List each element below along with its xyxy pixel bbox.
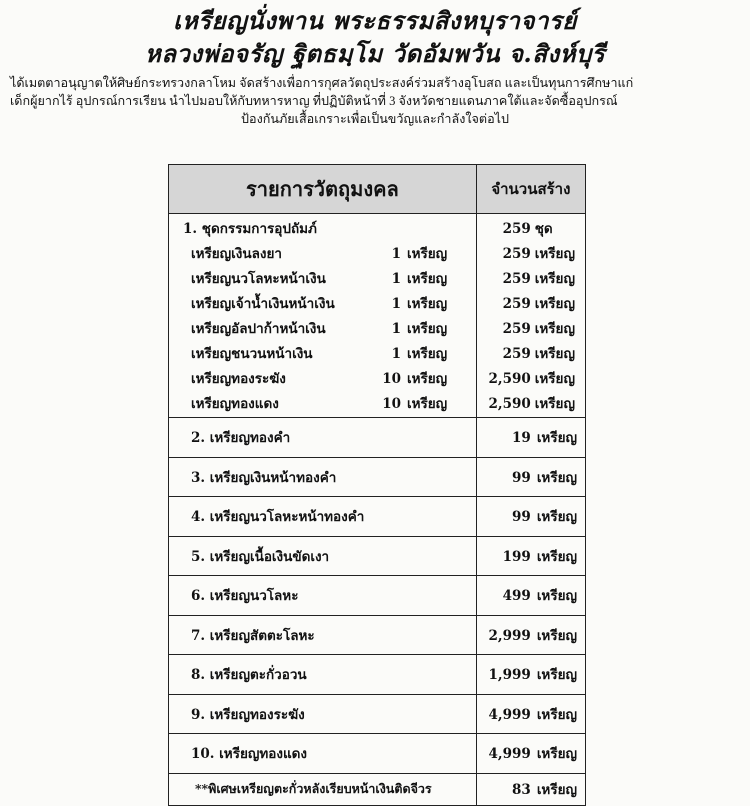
- sub-qty-value: 2,590: [488, 396, 531, 412]
- table-row: [169, 576, 586, 616]
- group-items-cell: [169, 214, 477, 418]
- sub-item-unit: เหรียญ: [407, 346, 448, 362]
- row-qty-cell: [476, 655, 585, 695]
- row-label: 8. เหรียญตะกั่วอวน: [169, 655, 477, 695]
- sub-qty-value: 259: [502, 271, 531, 287]
- row-qty: 4,999: [488, 706, 531, 723]
- row-qty: 99: [512, 469, 531, 486]
- row-qty-cell: [476, 536, 585, 576]
- row-qty: 199: [502, 548, 531, 565]
- sub-item-name: เหรียญชนวนหน้าเงิน: [191, 346, 313, 362]
- group-sub-item: [183, 367, 476, 392]
- group-sub-qty: [487, 267, 585, 292]
- sub-item-name: เหรียญนวโลหะหน้าเงิน: [191, 271, 326, 287]
- sub-qty-value: 259: [502, 246, 531, 262]
- row-unit: เหรียญ: [536, 627, 577, 644]
- group-sub-item: [183, 267, 476, 292]
- group-sub-qty: [487, 342, 585, 367]
- row-qty-cell: [476, 694, 585, 734]
- group-sub-qty: [487, 317, 585, 342]
- row-qty: 2,999: [488, 627, 531, 644]
- sub-item-count: 1: [391, 296, 401, 312]
- sub-qty-unit: เหรียญ: [534, 371, 575, 387]
- row-qty-cell: [476, 457, 585, 497]
- special-qty: 83: [512, 782, 531, 798]
- row-label: 2. เหรียญทองคำ: [169, 418, 477, 458]
- table-row: [169, 655, 586, 695]
- group-sub-item: [183, 342, 476, 367]
- table-row: [169, 536, 586, 576]
- sub-item-name: เหรียญอัลปาก้าหน้าเงิน: [191, 321, 326, 337]
- table-row: [169, 734, 586, 774]
- sub-item-unit: เหรียญ: [407, 321, 448, 337]
- row-qty-cell: [476, 497, 585, 537]
- table-row-group: [169, 214, 586, 418]
- amulet-table: [168, 164, 586, 806]
- row-unit: เหรียญ: [536, 469, 577, 486]
- sub-item-unit: เหรียญ: [407, 371, 448, 387]
- group-sub-item: [183, 317, 476, 342]
- table-header: [169, 165, 586, 214]
- row-unit: เหรียญ: [536, 509, 577, 526]
- table-row: [169, 615, 586, 655]
- sub-item-unit: เหรียญ: [407, 296, 448, 312]
- row-label: 9. เหรียญทองระฆัง: [169, 694, 477, 734]
- group-sub-qty: [487, 242, 585, 267]
- table-row: [169, 694, 586, 734]
- group-sub-qty: [487, 292, 585, 317]
- group-label: 1. ชุดกรรมการอุปถัมภ์: [183, 221, 317, 237]
- row-label: 6. เหรียญนวโลหะ: [169, 576, 477, 616]
- row-qty: 1,999: [488, 667, 531, 684]
- group-sub-qty: [487, 367, 585, 392]
- sub-item-name: เหรียญทองระฆัง: [191, 371, 286, 387]
- sub-item-count: 1: [391, 321, 401, 337]
- group-sub-qty: [487, 392, 585, 417]
- row-qty-cell: [476, 615, 585, 655]
- special-label: **พิเศษเหรียญตะกั่วหลังเรียบหน้าเงินติดจีวร: [169, 773, 477, 805]
- row-label: 10. เหรียญทองแดง: [169, 734, 477, 774]
- title-line-2: หลวงพ่อจรัญ ฐิตธมฺโม วัดอัมพวัน จ.สิงห์บุรี: [144, 39, 606, 68]
- table-row: [169, 418, 586, 458]
- sub-item-count: 10: [382, 396, 401, 412]
- special-qty-cell: [476, 773, 585, 805]
- sub-qty-unit: เหรียญ: [534, 271, 575, 287]
- group-qty-row: [487, 217, 585, 242]
- table-row: [169, 457, 586, 497]
- group-qty-cell: [476, 214, 585, 418]
- sub-qty-unit: เหรียญ: [534, 246, 575, 262]
- sub-item-unit: เหรียญ: [407, 396, 448, 412]
- row-qty-cell: [476, 418, 585, 458]
- sub-item-count: 1: [391, 346, 401, 362]
- sub-qty-unit: เหรียญ: [534, 296, 575, 312]
- sub-item-count: 10: [382, 371, 401, 387]
- group-qty: 259: [502, 221, 531, 237]
- special-unit: เหรียญ: [536, 782, 577, 798]
- sub-qty-value: 259: [502, 321, 531, 337]
- sub-qty-value: 2,590: [488, 371, 531, 387]
- header-qty: จำนวนสร้าง: [476, 165, 585, 214]
- group-sub-item: [183, 242, 476, 267]
- intro-paragraph: [10, 74, 740, 128]
- row-qty: 4,999: [488, 746, 531, 763]
- sub-item-name: เหรียญทองแดง: [191, 396, 279, 412]
- row-unit: เหรียญ: [536, 548, 577, 565]
- group-unit: ชุด: [534, 221, 553, 237]
- row-unit: เหรียญ: [536, 588, 577, 605]
- row-unit: เหรียญ: [536, 667, 577, 684]
- row-unit: เหรียญ: [536, 706, 577, 723]
- sub-qty-unit: เหรียญ: [534, 321, 575, 337]
- row-qty: 499: [502, 588, 531, 605]
- row-qty: 99: [512, 509, 531, 526]
- row-label: 4. เหรียญนวโลหะหน้าทองคำ: [169, 497, 477, 537]
- sub-qty-unit: เหรียญ: [534, 346, 575, 362]
- title-line-1: เหรียญนั่งพาน พระธรรมสิงหบุราจารย์: [173, 6, 577, 35]
- group-sub-item: [183, 392, 476, 417]
- row-label: 7. เหรียญสัตตะโลหะ: [169, 615, 477, 655]
- intro-line-1: ได้เมตตาอนุญาตให้ศิษย์กระทรวงกลาโหม จัดสร้างเพื่อการกุศลวัตถุประสงค์ร่วมสร้างอุโบสถ และเป็นทุนการศึกษาแก่: [10, 76, 634, 90]
- row-qty-cell: [476, 734, 585, 774]
- row-unit: เหรียญ: [536, 746, 577, 763]
- row-qty-cell: [476, 576, 585, 616]
- sub-item-count: 1: [391, 271, 401, 287]
- sub-qty-unit: เหรียญ: [534, 396, 575, 412]
- row-unit: เหรียญ: [536, 430, 577, 447]
- sub-item-name: เหรียญเงินลงยา: [191, 246, 282, 262]
- sub-item-count: 1: [391, 246, 401, 262]
- table-row-special: [169, 773, 586, 805]
- sub-item-name: เหรียญเจ้าน้ำเงินหน้าเงิน: [191, 296, 335, 312]
- sub-item-unit: เหรียญ: [407, 246, 448, 262]
- row-label: 5. เหรียญเนื้อเงินขัดเงา: [169, 536, 477, 576]
- row-label: 3. เหรียญเงินหน้าทองคำ: [169, 457, 477, 497]
- header-item: รายการวัตถุมงคล: [169, 165, 477, 214]
- row-qty: 19: [512, 430, 531, 447]
- group-sub-item: [183, 292, 476, 317]
- intro-line-3: ป้องกันภัยเสื้อเกราะเพื่อเป็นขวัญและกำลังใจต่อไป: [241, 112, 509, 126]
- sub-qty-value: 259: [502, 296, 531, 312]
- sub-item-unit: เหรียญ: [407, 271, 448, 287]
- intro-line-2: เด็กผู้ยากไร้ อุปกรณ์การเรียน นำไปมอบให้กับทหารหาญ ที่ปฏิบัติหน้าที่ 3 จังหวัดชายแดนภาคใต้และจัดซื้ออุปกรณ์: [10, 94, 618, 108]
- table-row: [169, 497, 586, 537]
- sub-qty-value: 259: [502, 346, 531, 362]
